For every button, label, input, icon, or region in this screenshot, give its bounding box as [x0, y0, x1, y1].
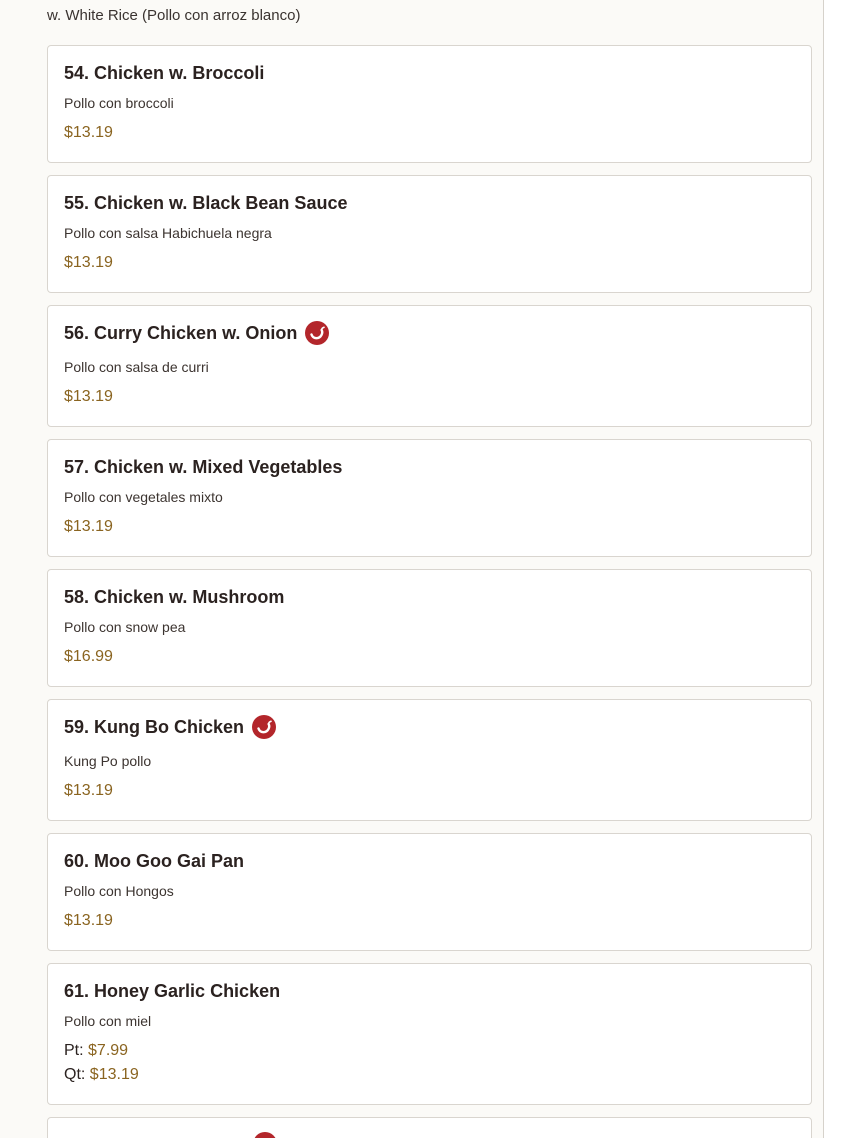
item-description: Pollo con miel — [64, 1013, 152, 1029]
item-name: 60. Moo Goo Gai Pan — [64, 851, 245, 871]
item-title-row — [64, 322, 795, 344]
item-description: Pollo con vegetales mixto — [64, 489, 223, 505]
item-price: $13.19 — [64, 254, 113, 271]
chili-pepper-icon — [253, 1132, 277, 1138]
item-name: 59. Kung Bo Chicken — [64, 717, 245, 737]
section-note: w. White Rice (Pollo con arroz blanco) — [47, 7, 301, 24]
menu-item[interactable] — [47, 305, 812, 427]
price-row — [64, 910, 795, 932]
price-row — [64, 780, 795, 802]
item-name: 61. Honey Garlic Chicken — [64, 981, 281, 1001]
price-row — [64, 386, 795, 408]
menu-item[interactable] — [47, 439, 812, 557]
menu-item[interactable] — [47, 569, 812, 687]
price-row — [64, 646, 795, 668]
item-price: $13.19 — [64, 518, 113, 535]
chili-pepper-icon — [252, 715, 276, 739]
menu-item[interactable] — [47, 175, 812, 293]
item-name: 55. Chicken w. Black Bean Sauce — [64, 193, 348, 213]
menu-item[interactable] — [47, 699, 812, 821]
item-name: 58. Chicken w. Mushroom — [64, 587, 285, 607]
price-row-quart — [64, 1064, 795, 1086]
size-label-quart: Qt: — [64, 1066, 86, 1083]
item-name: 56. Curry Chicken w. Onion — [64, 323, 298, 343]
price-row — [64, 516, 795, 538]
item-price: $16.99 — [64, 648, 113, 665]
item-price-quart: $13.19 — [89, 1066, 139, 1083]
item-name: 57. Chicken w. Mixed Vegetables — [64, 457, 343, 477]
item-title-row — [64, 716, 795, 738]
item-description: Pollo con snow pea — [64, 619, 186, 635]
item-price: $13.19 — [64, 388, 113, 405]
item-price: $13.19 — [64, 124, 113, 141]
menu-item[interactable] — [47, 963, 812, 1105]
price-row — [64, 122, 795, 144]
item-description: Pollo con salsa Habichuela negra — [64, 225, 272, 241]
item-description: Pollo con salsa de curri — [64, 359, 209, 375]
size-label-pint: Pt: — [64, 1042, 84, 1059]
item-description: Kung Po pollo — [64, 753, 152, 769]
item-price: $13.19 — [64, 782, 113, 799]
item-name: 54. Chicken w. Broccoli — [64, 63, 265, 83]
item-description: Pollo con Hongos — [64, 883, 174, 899]
menu-item[interactable] — [47, 1117, 812, 1138]
item-price: $13.19 — [64, 912, 113, 929]
item-description: Pollo con broccoli — [64, 95, 174, 111]
menu-item[interactable] — [47, 45, 812, 163]
menu-item[interactable] — [47, 833, 812, 951]
price-row-pint — [64, 1040, 795, 1062]
item-price-pint: $7.99 — [88, 1042, 129, 1059]
chili-pepper-icon — [305, 321, 329, 345]
price-row — [64, 252, 795, 274]
